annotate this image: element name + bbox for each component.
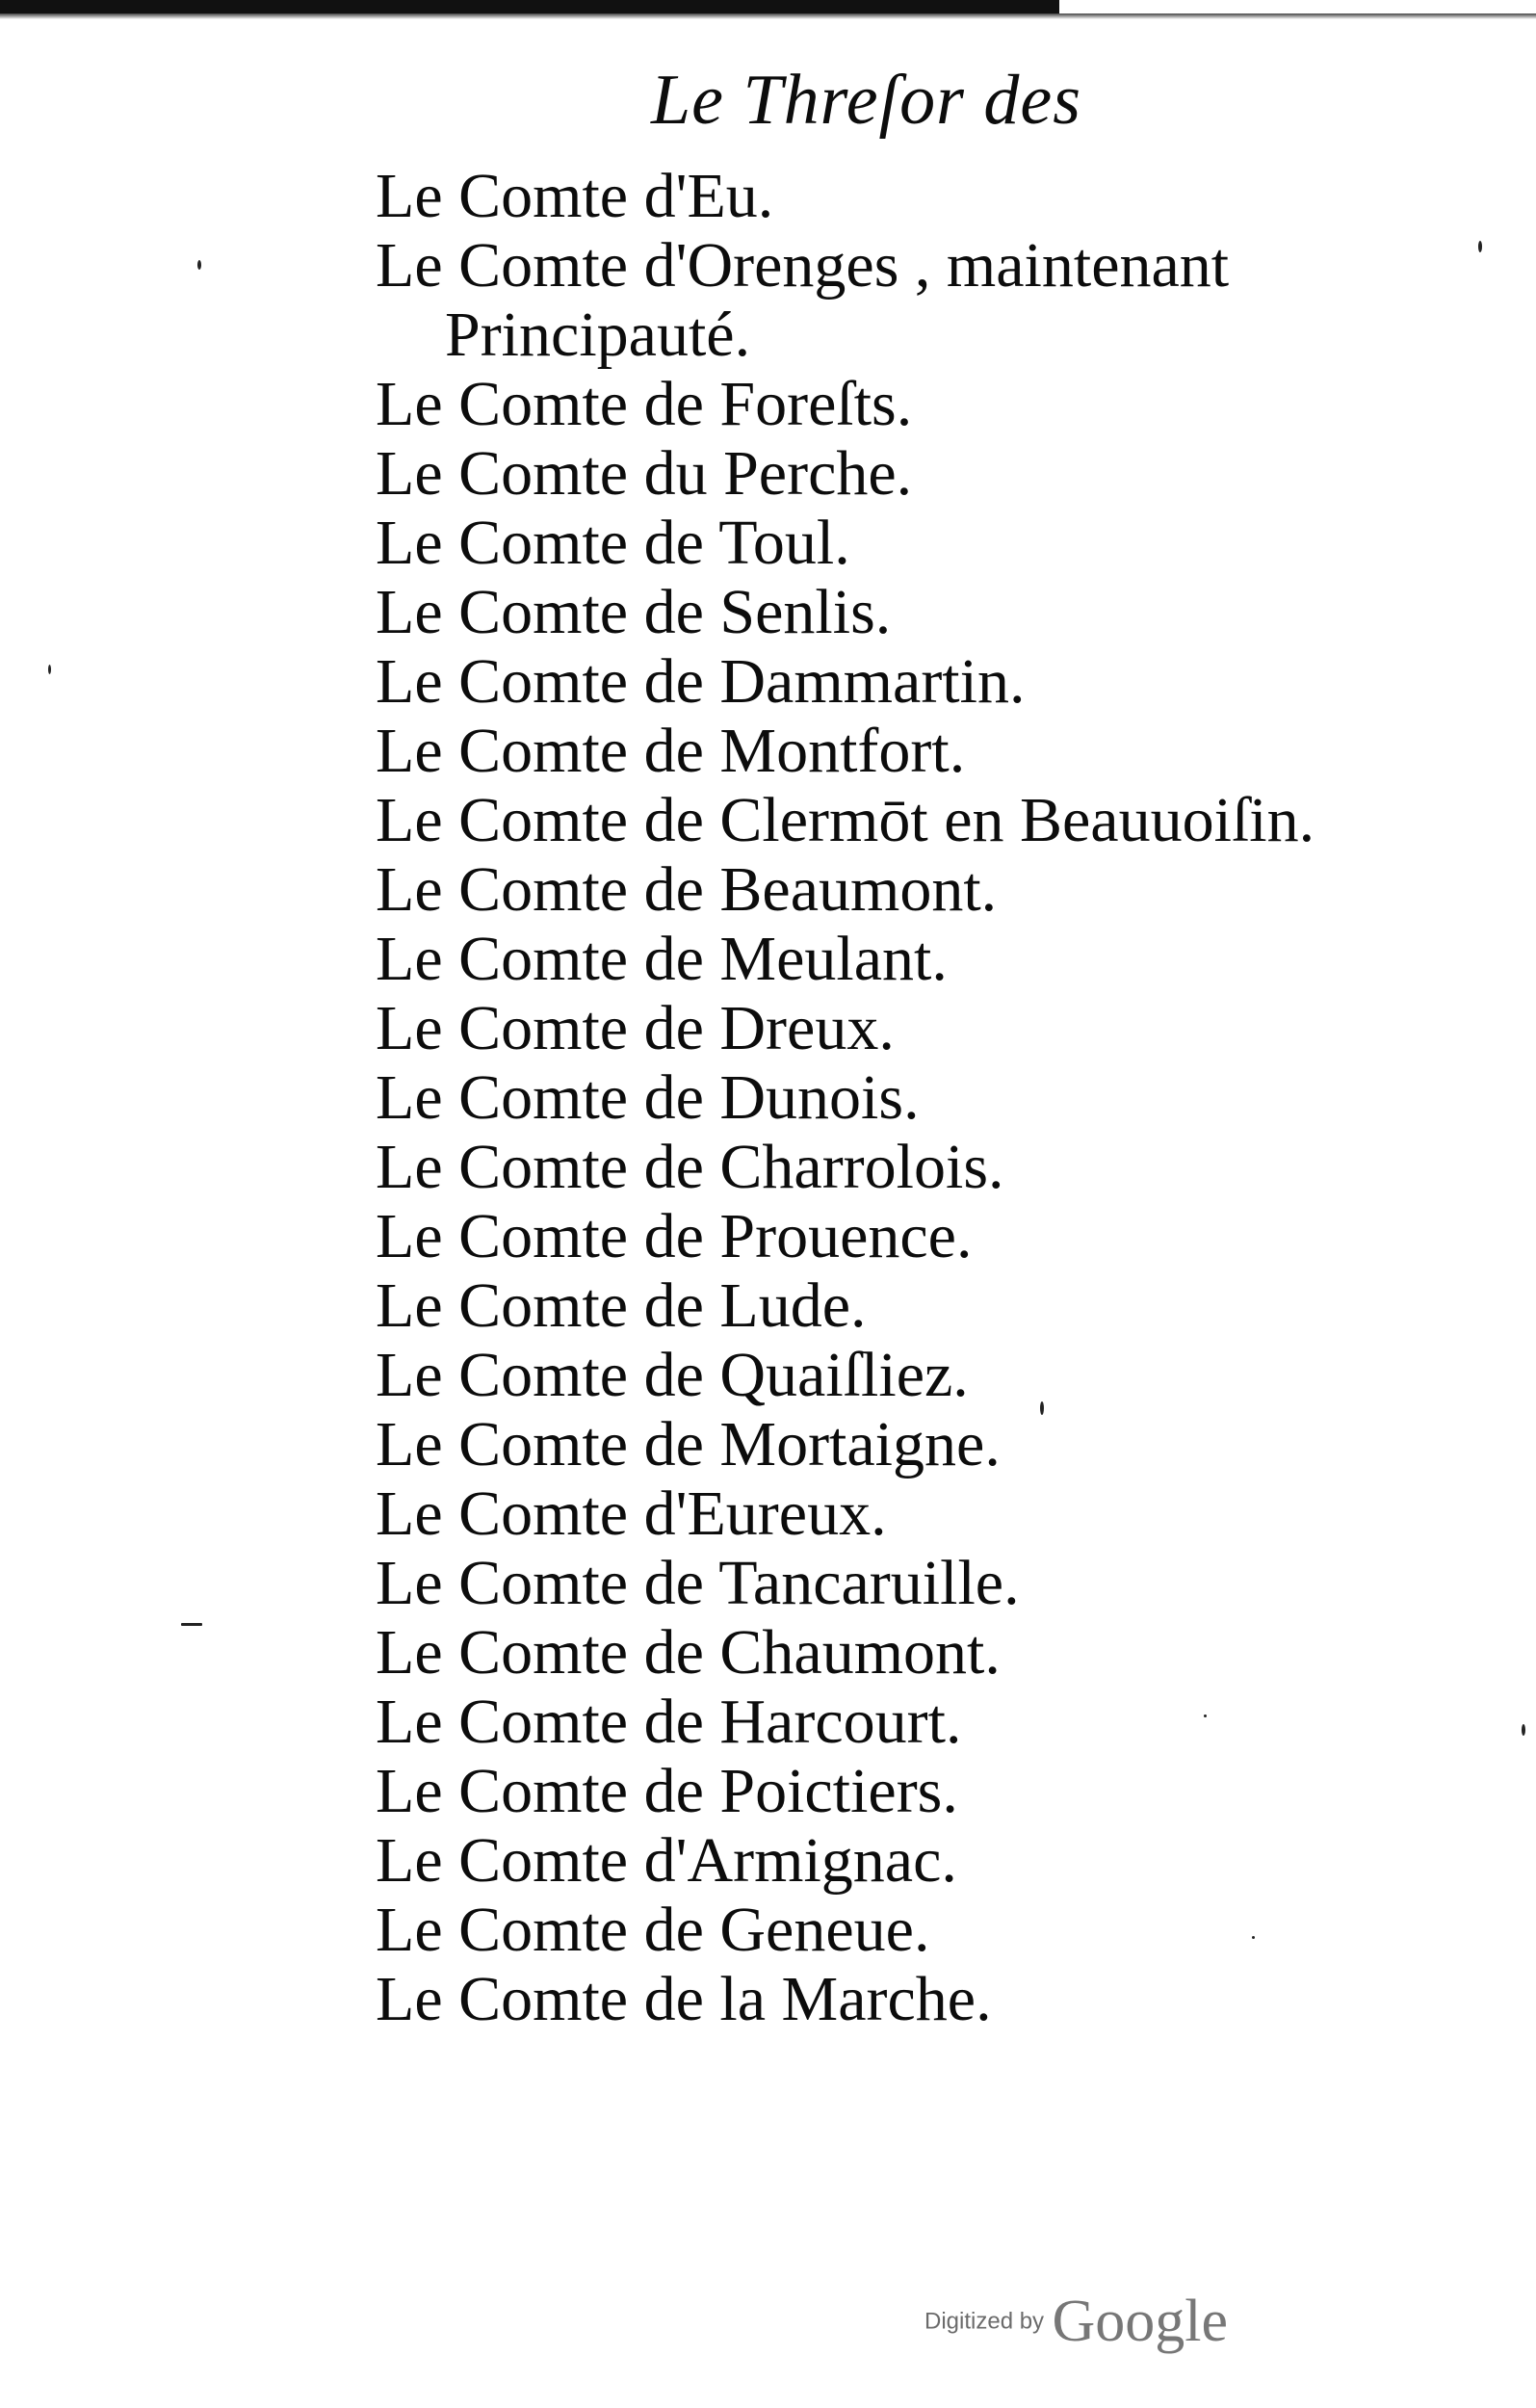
list-entry: Le Comte de Harcourt.: [376, 1687, 962, 1757]
page-top-edge: [0, 0, 1059, 13]
running-header: Le Threſor des: [651, 61, 1082, 140]
list-entry: Le Comte de Beaumont.: [376, 854, 998, 925]
ink-speck: [1204, 1714, 1207, 1717]
list-entry: Le Comte de Chaumont.: [376, 1617, 1001, 1688]
ink-speck: [1040, 1401, 1044, 1415]
list-entry: Le Comte d'Orenges , maintenant: [376, 230, 1230, 301]
ink-speck: [1522, 1724, 1525, 1736]
list-entry: Le Comte de Dunois.: [376, 1062, 920, 1133]
ink-speck: [48, 665, 51, 674]
list-entry: Le Comte de la Marche.: [376, 1964, 992, 2034]
list-entry: Le Comte de Geneue.: [376, 1895, 930, 1965]
list-entry: Le Comte de Foreſts.: [376, 369, 913, 439]
list-entry: Le Comte de Mortaigne.: [376, 1409, 1001, 1479]
list-entry: Le Comte du Perche.: [376, 438, 913, 509]
list-entry: Le Comte de Dammartin.: [376, 646, 1026, 717]
list-entry-continuation: Principauté.: [445, 300, 751, 370]
list-entry: Le Comte de Poictiers.: [376, 1756, 958, 1826]
list-entry: Le Comte de Dreux.: [376, 993, 895, 1063]
list-entry: Le Comte de Charrolois.: [376, 1132, 1004, 1202]
list-entry: Le Comte d'Eu.: [376, 161, 774, 231]
list-entry: Le Comte de Prouence.: [376, 1201, 973, 1271]
list-entry: Le Comte de Quaiſliez.: [376, 1340, 969, 1410]
ink-speck: [1252, 1936, 1255, 1939]
google-logo: Google: [1052, 2289, 1229, 2354]
ink-speck: [197, 260, 201, 270]
ink-speck: [1478, 241, 1482, 252]
list-entry: Le Comte de Toul.: [376, 508, 850, 578]
list-entry: Le Comte de Senlis.: [376, 577, 892, 647]
ink-speck: [181, 1623, 202, 1626]
list-entry: Le Comte de Lude.: [376, 1270, 867, 1341]
list-entry: Le Comte d'Eureux.: [376, 1479, 887, 1549]
list-entry: Le Comte d'Armignac.: [376, 1825, 957, 1896]
list-entry: Le Comte de Tancaruille.: [376, 1548, 1020, 1618]
list-entry: Le Comte de Montfort.: [376, 716, 966, 786]
list-entry: Le Comte de Meulant.: [376, 924, 948, 994]
digitized-by-watermark: [924, 2288, 1228, 2356]
list-entry: Le Comte de Clermōt en Beauuoiſin.: [376, 785, 1315, 855]
entry-list: [376, 162, 1454, 2034]
watermark-prefix: Digitized by: [924, 2308, 1045, 2335]
